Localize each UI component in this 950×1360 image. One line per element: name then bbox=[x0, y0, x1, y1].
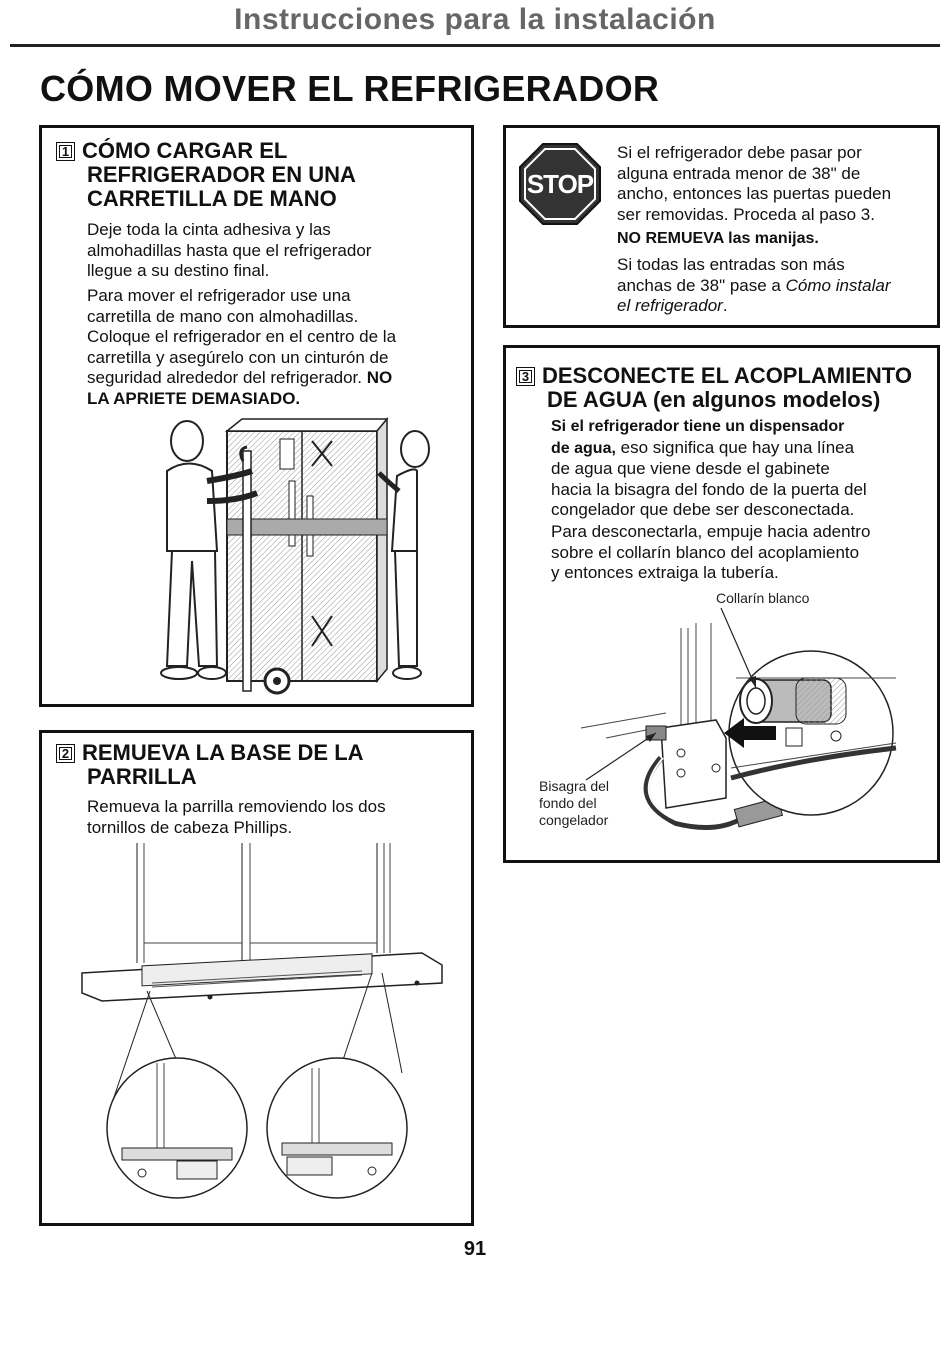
text-line: Si todas las entradas son más bbox=[617, 255, 845, 274]
text-line: seguridad alrededor del refrigerador. bbox=[87, 368, 363, 387]
text-line: sobre el collarín blanco del acoplamiento bbox=[551, 542, 860, 562]
label-line: fondo del bbox=[539, 795, 597, 811]
text-line: ser removidas. Proceda al paso 3. bbox=[617, 204, 875, 224]
stop-notice-panel bbox=[503, 125, 940, 328]
step-1-title-line: CARRETILLA DE MANO bbox=[87, 186, 337, 211]
stop-paragraph-1 bbox=[617, 143, 891, 225]
text-line: anchas de 38" pase a bbox=[617, 275, 781, 295]
step-2-heading bbox=[56, 741, 364, 789]
label-line: Bisagra del bbox=[539, 778, 610, 794]
header-rule bbox=[10, 44, 940, 47]
text-line: llegue a su destino final. bbox=[87, 261, 270, 280]
text-line: Para desconectarla, empuje hacia adentro bbox=[551, 522, 871, 541]
grille-removal-illustration bbox=[82, 843, 472, 1193]
step-3-heading bbox=[516, 364, 912, 412]
collar-label: Collarín blanco bbox=[716, 590, 810, 606]
bold-warning: NO bbox=[366, 368, 393, 387]
label-line: congelador bbox=[539, 812, 609, 828]
text-line: Remueva la parrilla removiendo los dos bbox=[87, 797, 386, 816]
step-1-title-line: CÓMO CARGAR EL bbox=[82, 138, 288, 163]
bold-warning: LA APRIETE DEMASIADO. bbox=[87, 388, 301, 408]
bold-text: Si el refrigerador tiene un dispensador bbox=[551, 418, 845, 435]
text-line: congelador que debe ser desconectada. bbox=[551, 500, 855, 519]
step-number-badge: 1 bbox=[56, 142, 75, 161]
step-3-title-line: DESCONECTE EL ACOPLAMIENTO bbox=[542, 363, 912, 388]
page-title: CÓMO MOVER EL REFRIGERADOR bbox=[40, 68, 660, 109]
step-number-badge: 2 bbox=[56, 744, 75, 763]
step-2-panel bbox=[39, 730, 474, 1226]
bold-text: de agua, bbox=[551, 439, 616, 457]
step-1-heading bbox=[56, 139, 356, 211]
text-line: Si el refrigerador debe pasar por bbox=[617, 143, 862, 162]
text-line: carretilla de mano con almohadillas. bbox=[87, 306, 359, 326]
text-line: y entonces extraiga la tubería. bbox=[551, 563, 779, 582]
step-3-paragraph-2 bbox=[551, 522, 870, 584]
text-line: de agua que viene desde el gabinete bbox=[551, 459, 830, 478]
step-3-title-line: DE AGUA bbox=[547, 387, 647, 412]
text-line: Deje toda la cinta adhesiva y las bbox=[87, 220, 331, 239]
text-line: ancho, entonces las puertas pueden bbox=[617, 184, 892, 203]
step-1-panel bbox=[39, 125, 474, 707]
text-line: eso significa que hay una línea bbox=[620, 437, 855, 457]
text-line: carretilla y asegúrelo con un cinturón de bbox=[87, 347, 389, 367]
stop-bold-note: NO REMUEVA las manijas. bbox=[617, 230, 819, 247]
step-1-paragraph-2 bbox=[87, 286, 396, 409]
step-3-title-subline: (en algunos modelos) bbox=[652, 387, 881, 412]
water-coupling-illustration bbox=[566, 608, 938, 843]
hand-truck-illustration bbox=[117, 411, 417, 701]
step-number-badge: 3 bbox=[516, 367, 535, 386]
step-2-paragraph bbox=[87, 797, 386, 838]
section-title: Instrucciones para la instalación bbox=[234, 3, 716, 36]
text-line: . bbox=[722, 296, 728, 315]
step-2-title-line: PARRILLA bbox=[87, 764, 197, 789]
text-line: Coloque el refrigerador en el centro de la bbox=[87, 327, 397, 346]
step-1-title-line: REFRIGERADOR EN UNA bbox=[87, 162, 356, 187]
italic-link-text: Cómo instalar bbox=[785, 275, 891, 295]
step-3-paragraph-1 bbox=[551, 417, 867, 521]
step-1-paragraph-1 bbox=[87, 220, 371, 282]
step-3-panel bbox=[503, 345, 940, 863]
text-line: tornillos de cabeza Phillips. bbox=[87, 817, 293, 837]
text-line: hacia la bisagra del fondo de la puerta del bbox=[551, 479, 867, 499]
stop-sign-label: STOP bbox=[526, 169, 594, 199]
stop-paragraph-2 bbox=[617, 255, 891, 317]
text-line: almohadillas hasta que el refrigerador bbox=[87, 240, 372, 260]
text-line: Para mover el refrigerador use una bbox=[87, 286, 351, 305]
italic-link-text: el refrigerador bbox=[617, 296, 723, 315]
step-2-title-line: REMUEVA LA BASE DE LA bbox=[82, 740, 364, 765]
page-number: 91 bbox=[463, 1238, 487, 1260]
text-line: alguna entrada menor de 38" de bbox=[617, 163, 861, 183]
